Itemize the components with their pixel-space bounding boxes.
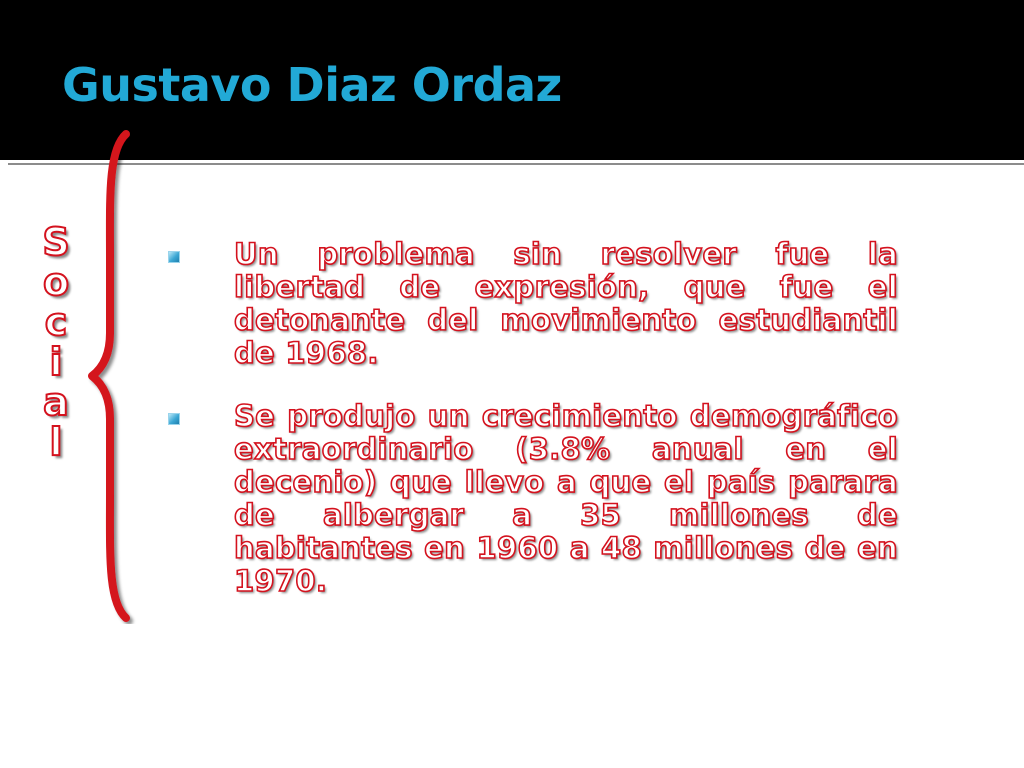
list-item [168, 238, 898, 370]
vertical-letter: c [44, 300, 68, 344]
vertical-letter: l [49, 420, 63, 464]
curly-brace-icon [82, 128, 142, 624]
vertical-letter: a [43, 380, 69, 424]
vertical-letter: i [49, 340, 63, 384]
vertical-letter: S [42, 220, 70, 264]
bullet-list [168, 238, 898, 628]
list-item [168, 400, 898, 598]
vertical-social-label [30, 222, 82, 462]
vertical-letter: o [42, 260, 70, 304]
title-bar [0, 0, 1024, 160]
title-divider [8, 163, 1024, 165]
square-bullet-icon [168, 251, 180, 263]
bullet-text: Se produjo un crecimiento demográfico extraordinario (3.8% anual en el decenio) que llevo a que el país parara de albergar a 35 millones de habitantes en 1960 a 48 millones de en 1970. [234, 399, 898, 598]
bullet-text: Un problema sin resolver fue la libertad de expresión, que fue el detonante del movimiento estudiantil de 1968. [234, 237, 898, 370]
square-bullet-icon [168, 413, 180, 425]
slide-title: Gustavo Diaz Ordaz [62, 58, 562, 112]
